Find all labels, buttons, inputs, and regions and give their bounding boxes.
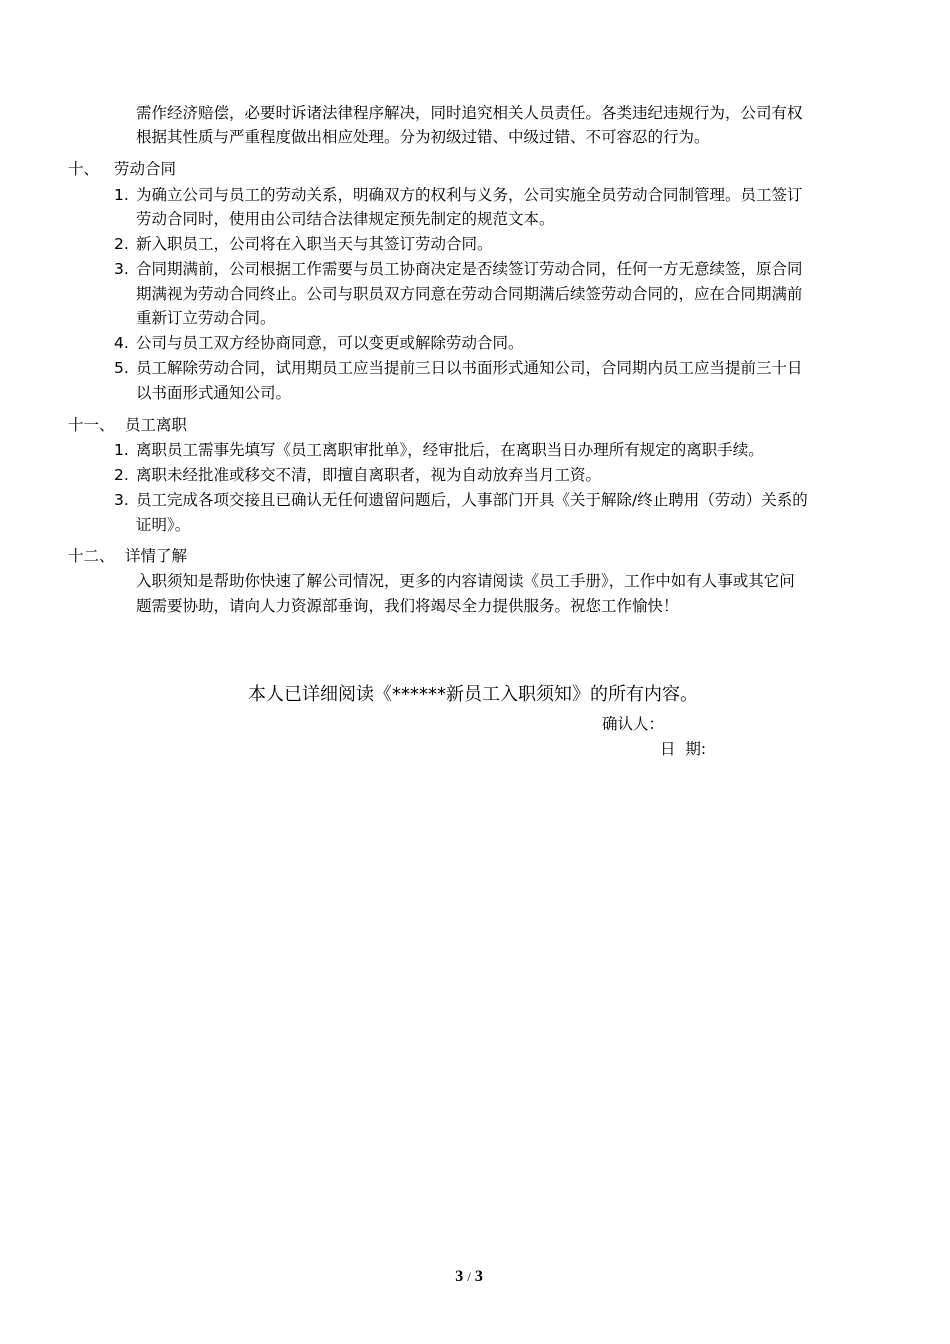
list-item-line: 合同期满前，公司根据工作需要与员工协商决定是否续签订劳动合同，任何一方无意续签，原合同 — [136, 260, 803, 278]
list-item-line: 为确立公司与员工的劳动关系，明确双方的权利与义务，公司实施全员劳动合同制管理。员工签订 — [136, 186, 803, 204]
list-item-line: 劳动合同时，使用由公司结合法律规定预先制定的规范文本。 — [136, 210, 555, 228]
list-item-number: 3. — [114, 260, 129, 278]
list-item-line: 员工完成各项交接且已确认无任何遗留问题后，人事部门开具《关于解除/终止聘用（劳动）关系的 — [136, 491, 808, 509]
confirm-person-label: 确认人： — [602, 715, 665, 733]
page-separator: / — [467, 1269, 471, 1284]
acknowledgement-statement: 本人已详细阅读《******新员工入职须知》的所有内容。 — [248, 684, 698, 705]
list-item-line: 证明》。 — [136, 516, 191, 534]
section-number: 十、 — [68, 160, 100, 178]
list-item-number: 4. — [114, 334, 129, 352]
page-current: 3 — [455, 1268, 464, 1285]
list-item-line: 员工解除劳动合同，试用期员工应当提前三日以书面形式通知公司，合同期内员工应当提前三十日 — [136, 359, 803, 377]
section-title: 员工离职 — [125, 416, 188, 434]
list-item-line: 重新订立劳动合同。 — [136, 309, 276, 327]
list-item-line: 新入职员工，公司将在入职当天与其签订劳动合同。 — [136, 235, 493, 253]
list-item-number: 2. — [114, 466, 129, 484]
section-number: 十一、 — [68, 416, 115, 434]
section-title: 详情了解 — [125, 547, 188, 565]
page-total: 3 — [474, 1268, 483, 1285]
section-number: 十二、 — [68, 547, 115, 565]
date-label: 日 期: — [660, 740, 707, 758]
section-title: 劳动合同 — [114, 160, 177, 178]
page-number — [0, 1268, 938, 1286]
list-item-line: 以书面形式通知公司。 — [136, 384, 292, 402]
carryover-line: 根据其性质与严重程度做出相应处理。分为初级过错、中级过错、不可容忍的行为。 — [136, 128, 710, 146]
list-item-number: 5. — [114, 359, 129, 377]
list-item-line: 离职员工需事先填写《员工离职审批单》，经审批后，在离职当日办理所有规定的离职手续。 — [136, 441, 764, 459]
list-item-number: 2. — [114, 235, 129, 253]
paragraph-line: 入职须知是帮助你快速了解公司情况，更多的内容请阅读《员工手册》，工作中如有人事或其它问 — [136, 572, 795, 590]
carryover-line: 需作经济赔偿，必要时诉诸法律程序解决，同时追究相关人员责任。各类违纪违规行为，公司有权 — [136, 104, 803, 122]
list-item-line: 期满视为劳动合同终止。公司与职员双方同意在劳动合同期满后续签劳动合同的，应在合同期满前 — [136, 285, 803, 303]
list-item-line: 公司与员工双方经协商同意，可以变更或解除劳动合同。 — [136, 334, 524, 352]
list-item-number: 3. — [114, 491, 129, 509]
list-item-line: 离职未经批准或移交不清，即擅自离职者，视为自动放弃当月工资。 — [136, 466, 602, 484]
list-item-number: 1. — [114, 186, 129, 204]
paragraph-line: 题需要协助，请向人力资源部垂询，我们将竭尽全力提供服务。祝您工作愉快！ — [136, 597, 679, 615]
list-item-number: 1. — [114, 441, 129, 459]
